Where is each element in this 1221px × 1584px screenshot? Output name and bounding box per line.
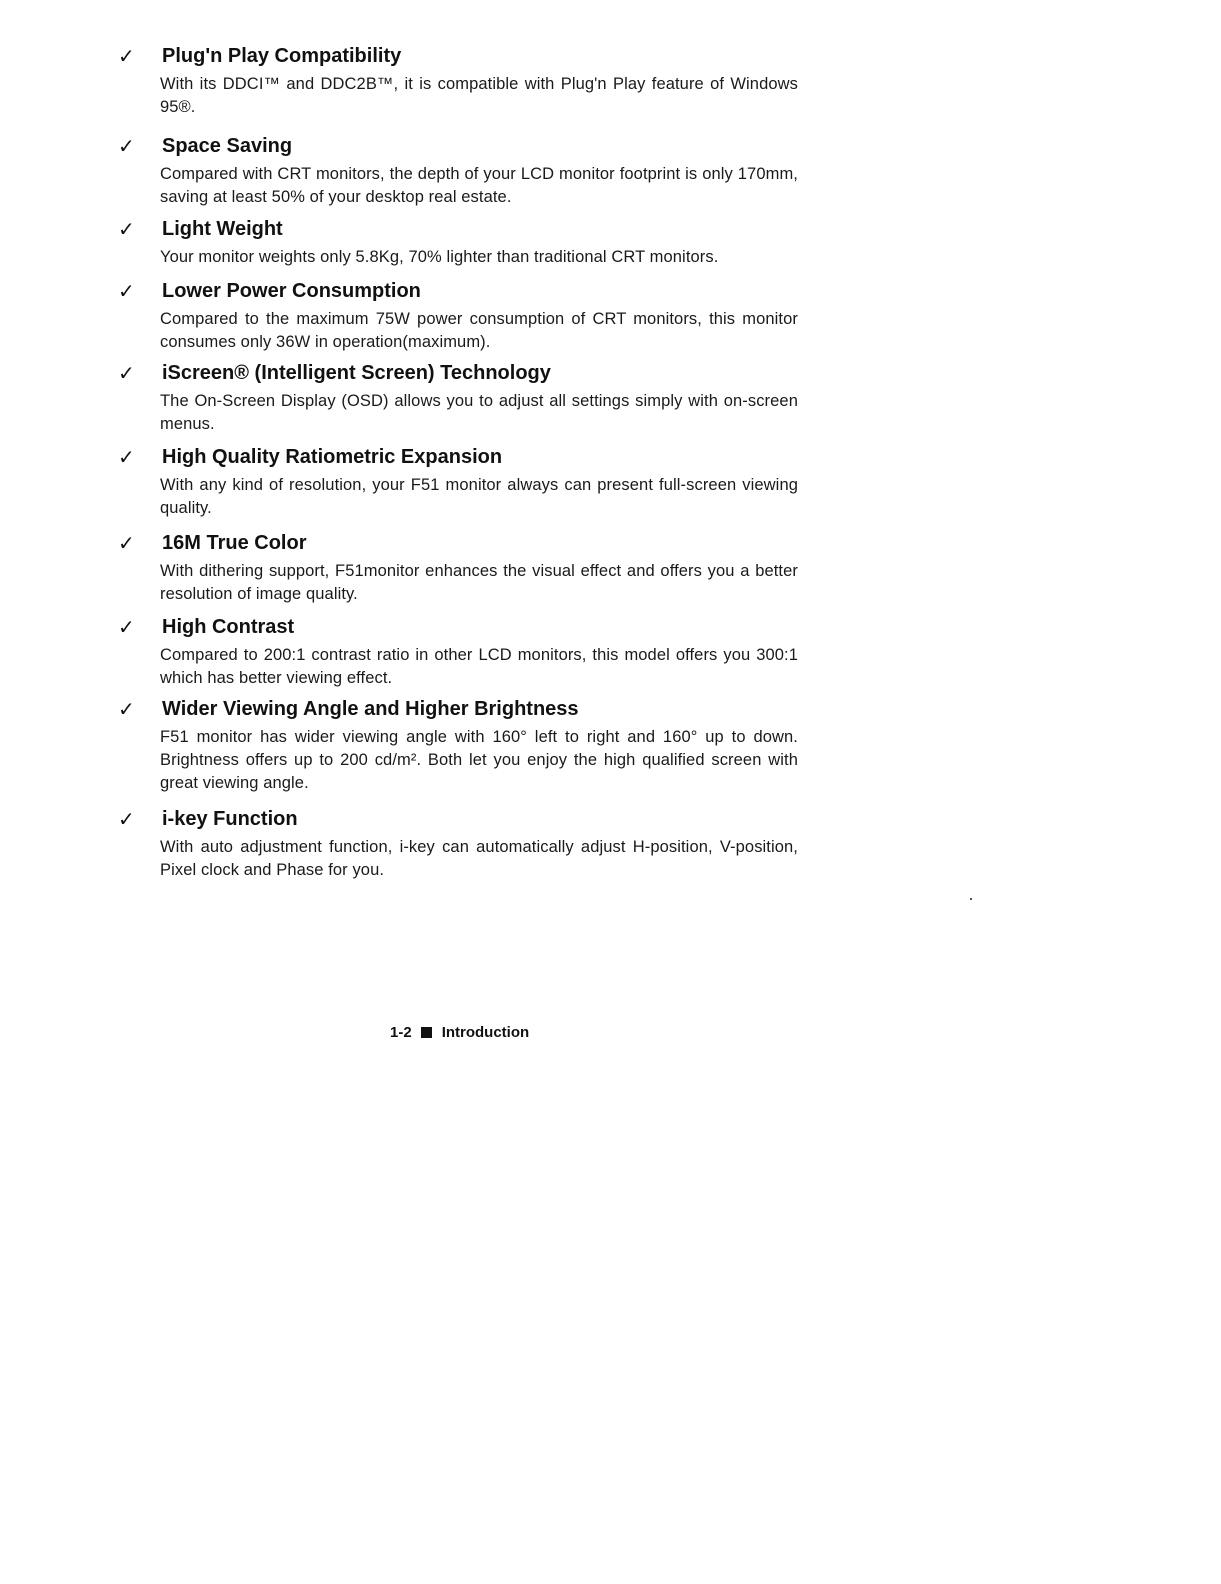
section-name: Introduction bbox=[441, 1024, 530, 1041]
feature-heading: iScreen® (Intelligent Screen) Technology bbox=[162, 362, 551, 384]
scan-speck bbox=[970, 898, 972, 900]
checkmark-icon: ✓ bbox=[118, 44, 135, 68]
checkmark-icon: ✓ bbox=[118, 217, 135, 241]
feature-heading: Light Weight bbox=[162, 218, 283, 240]
feature-description: With its DDCI™ and DDC2B™, it is compatible with Plug'n Play feature of Windows 95®. bbox=[160, 75, 798, 116]
feature-heading: High Quality Ratiometric Expansion bbox=[162, 446, 503, 468]
feature-description: The On-Screen Display (OSD) allows you to adjust all settings simply with on-screen menus. bbox=[160, 392, 798, 433]
feature-description: With auto adjustment function, i-key can automatically adjust H-position, V-position, Pixel clock and Phase for you. bbox=[160, 838, 798, 879]
checkmark-icon: ✓ bbox=[118, 279, 135, 303]
feature-description: With any kind of resolution, your F51 monitor always can present full-screen viewing quality. bbox=[160, 476, 798, 517]
feature-heading: High Contrast bbox=[162, 616, 295, 638]
feature-description: Your monitor weights only 5.8Kg, 70% lighter than traditional CRT monitors. bbox=[160, 248, 719, 266]
checkmark-icon: ✓ bbox=[118, 697, 135, 721]
feature-description: Compared to 200:1 contrast ratio in other LCD monitors, this model offers you 300:1 which has better viewing effect. bbox=[160, 646, 798, 687]
feature-description: F51 monitor has wider viewing angle with 160° left to right and 160° up to down. Brightness offers up to 200 cd/m². Both let you enjoy the high qualified screen with great viewing angle. bbox=[160, 728, 798, 792]
feature-description: Compared to the maximum 75W power consumption of CRT monitors, this monitor consumes only 36W in operation(maximum). bbox=[160, 310, 798, 351]
checkmark-icon: ✓ bbox=[118, 531, 135, 555]
feature-heading: Space Saving bbox=[162, 135, 293, 157]
checkmark-icon: ✓ bbox=[118, 445, 135, 469]
page-number: 1-2 bbox=[390, 1024, 412, 1041]
feature-description: Compared with CRT monitors, the depth of your LCD monitor footprint is only 170mm, saving at least 50% of your desktop real estate. bbox=[160, 165, 798, 206]
feature-heading: i-key Function bbox=[162, 808, 298, 830]
feature-heading: Plug'n Play Compatibility bbox=[162, 45, 402, 67]
page-footer bbox=[390, 1023, 529, 1043]
feature-heading: Lower Power Consumption bbox=[162, 280, 421, 302]
feature-description: With dithering support, F51monitor enhances the visual effect and offers you a better resolution of image quality. bbox=[160, 562, 798, 603]
square-bullet-icon bbox=[421, 1027, 432, 1038]
checkmark-icon: ✓ bbox=[118, 361, 135, 385]
feature-heading: Wider Viewing Angle and Higher Brightness bbox=[162, 698, 579, 720]
feature-heading: 16M True Color bbox=[162, 532, 307, 554]
checkmark-icon: ✓ bbox=[118, 807, 135, 831]
checkmark-icon: ✓ bbox=[118, 615, 135, 639]
checkmark-icon: ✓ bbox=[118, 134, 135, 158]
